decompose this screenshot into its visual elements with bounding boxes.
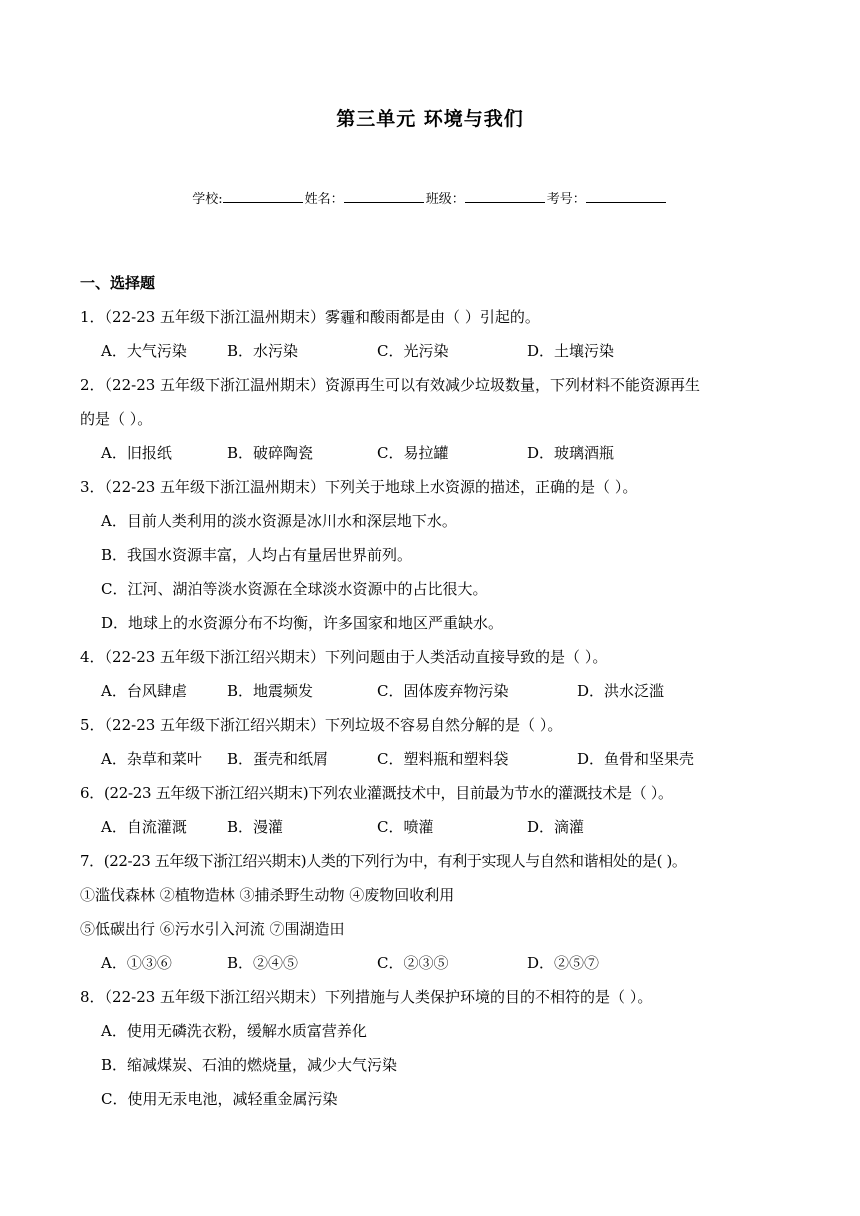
q7-option-a[interactable]: A．①③⑥ <box>101 954 172 972</box>
school-label: 学校: <box>192 192 223 207</box>
question-6-stem: 6．(22-23 五年级下浙江绍兴期末)下列农业灌溉技术中，目前最为节水的灌溉技术是（ ）。 <box>80 784 673 802</box>
page-title: 第三单元 环境与我们 <box>336 108 524 130</box>
q4-option-c[interactable]: C．固体废弃物污染 <box>377 682 509 700</box>
q2-option-d[interactable]: D．玻璃酒瓶 <box>527 444 615 462</box>
q1-option-b[interactable]: B．水污染 <box>227 342 299 360</box>
question-2-stem-line1: 2．（22-23 五年级下浙江温州期末）资源再生可以有效减少垃圾数量，下列材料不能资源再生 <box>80 376 701 394</box>
q7-option-d[interactable]: D．②⑤⑦ <box>527 954 600 972</box>
section-heading: 一、选择题 <box>80 274 156 292</box>
q3-option-a[interactable]: A．目前人类利用的淡水资源是冰川水和深层地下水。 <box>101 512 457 530</box>
q2-option-a[interactable]: A．旧报纸 <box>101 444 172 462</box>
name-label: 姓名： <box>304 192 344 207</box>
q5-option-d[interactable]: D．鱼骨和坚果壳 <box>577 750 695 768</box>
name-blank[interactable] <box>344 190 424 203</box>
q8-option-a[interactable]: A．使用无磷洗衣粉，缓解水质富营养化 <box>101 1022 367 1040</box>
q2-option-c[interactable]: C．易拉罐 <box>377 444 449 462</box>
q4-option-a[interactable]: A．台风肆虐 <box>101 682 187 700</box>
q1-option-a[interactable]: A．大气污染 <box>101 342 187 360</box>
question-7-stem: 7．(22-23 五年级下浙江绍兴期末)人类的下列行为中，有利于实现人与自然和谐相处的是( )。 <box>80 852 687 870</box>
q1-option-d[interactable]: D．土壤污染 <box>527 342 615 360</box>
class-blank[interactable] <box>465 190 545 203</box>
q7-option-b[interactable]: B．②④⑤ <box>227 954 299 972</box>
question-1-stem: 1．（22-23 五年级下浙江温州期末）雾霾和酸雨都是由（ ）引起的。 <box>80 308 540 326</box>
q5-option-c[interactable]: C．塑料瓶和塑料袋 <box>377 750 509 768</box>
class-label: 班级： <box>425 192 465 207</box>
student-info-line <box>0 188 860 207</box>
q2-option-b[interactable]: B．破碎陶瓷 <box>227 444 314 462</box>
question-7-items-line1: ①滥伐森林 ②植物造林 ③捕杀野生动物 ④废物回收利用 <box>80 886 455 904</box>
question-4-stem: 4．（22-23 五年级下浙江绍兴期末）下列问题由于人类活动直接导致的是（ ）。 <box>80 648 608 666</box>
question-5-stem: 5．（22-23 五年级下浙江绍兴期末）下列垃圾不容易自然分解的是（ ）。 <box>80 716 563 734</box>
q4-option-d[interactable]: D．洪水泛滥 <box>577 682 665 700</box>
q1-option-c[interactable]: C．光污染 <box>377 342 449 360</box>
q6-option-d[interactable]: D．滴灌 <box>527 818 585 836</box>
q6-option-c[interactable]: C．喷灌 <box>377 818 434 836</box>
q6-option-b[interactable]: B．漫灌 <box>227 818 284 836</box>
q4-option-b[interactable]: B．地震频发 <box>227 682 314 700</box>
q3-option-b[interactable]: B．我国水资源丰富，人均占有量居世界前列。 <box>101 546 413 564</box>
q5-option-a[interactable]: A．杂草和菜叶 <box>101 750 202 768</box>
q3-option-d[interactable]: D．地球上的水资源分布不均衡，许多国家和地区严重缺水。 <box>101 614 504 632</box>
question-2-stem-line2: 的是（ ）。 <box>80 410 153 428</box>
question-3-stem: 3．（22-23 五年级下浙江温州期末）下列关于地球上水资源的描述，正确的是（ ）。 <box>80 478 638 496</box>
q8-option-c[interactable]: C．使用无汞电池，减轻重金属污染 <box>101 1090 338 1108</box>
question-7-items-line2: ⑤低碳出行 ⑥污水引入河流 ⑦围湖造田 <box>80 920 345 938</box>
exam-no-blank[interactable] <box>586 190 666 203</box>
q7-option-c[interactable]: C．②③⑤ <box>377 954 449 972</box>
q5-option-b[interactable]: B．蛋壳和纸屑 <box>227 750 329 768</box>
q3-option-c[interactable]: C．江河、湖泊等淡水资源在全球淡水资源中的占比很大。 <box>101 580 488 598</box>
exam-no-label: 考号： <box>546 192 586 207</box>
school-blank[interactable] <box>223 190 303 203</box>
q8-option-b[interactable]: B．缩减煤炭、石油的燃烧量，减少大气污染 <box>101 1056 398 1074</box>
q6-option-a[interactable]: A．自流灌溉 <box>101 818 187 836</box>
question-8-stem: 8．（22-23 五年级下浙江绍兴期末）下列措施与人类保护环境的目的不相符的是（ ）。 <box>80 988 653 1006</box>
